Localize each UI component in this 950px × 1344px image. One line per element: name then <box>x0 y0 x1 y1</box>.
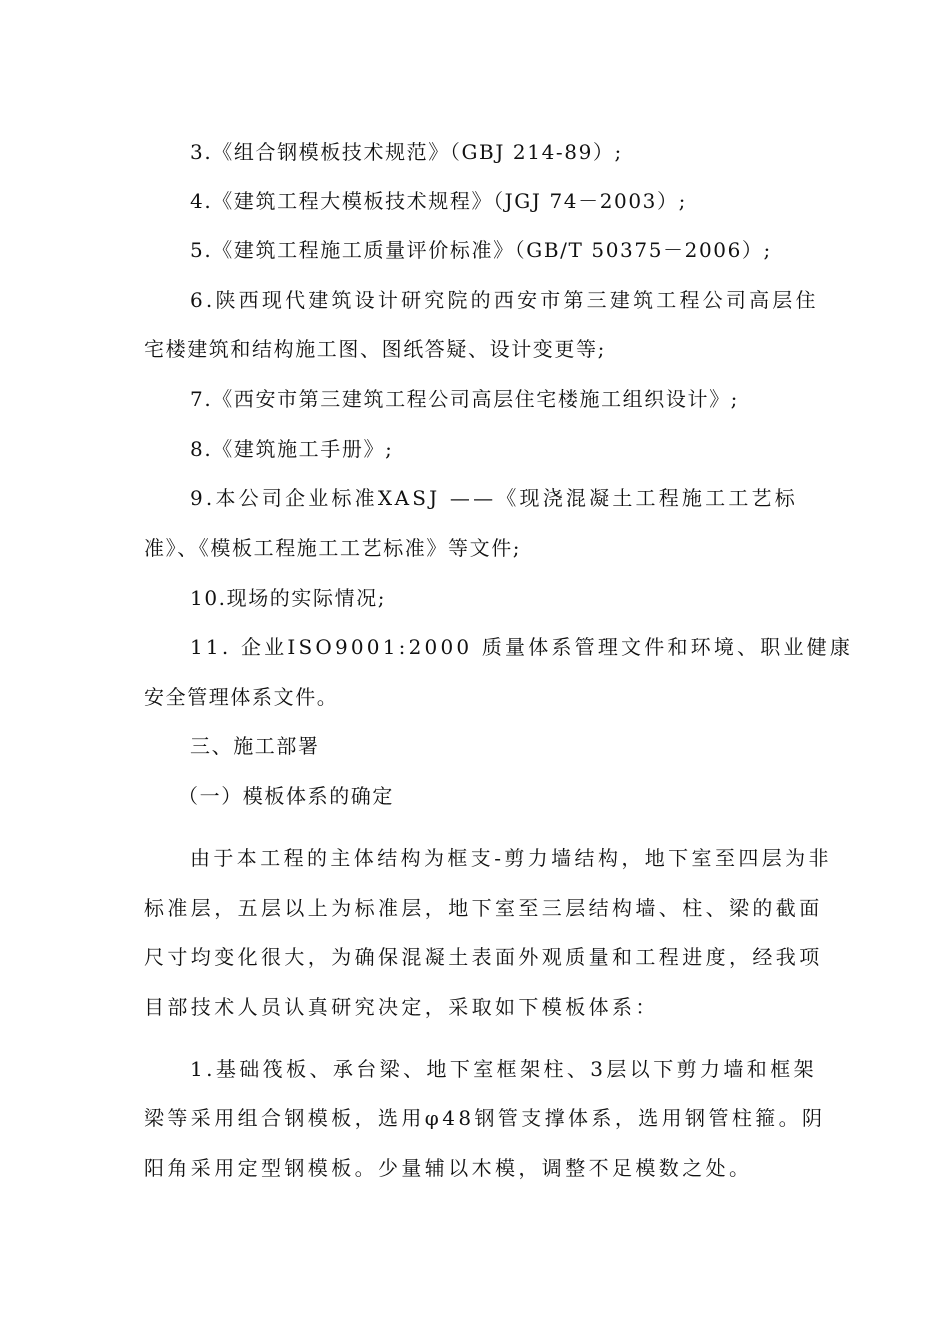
list-item-1-line-2: 梁等采用组合钢模板，选用φ48钢管支撑体系，选用钢管柱箍。阴 <box>144 1106 826 1130</box>
paragraph-line-1: 由于本工程的主体结构为框支-剪力墙结构，地下室至四层为非 <box>190 846 832 870</box>
paragraph-line-4: 目部技术人员认真研究决定，采取如下模板体系： <box>144 995 659 1019</box>
reference-item-7: 7.《西安市第三建筑工程公司高层住宅楼施工组织设计》; <box>190 387 740 411</box>
subsection-heading: （一）模板体系的确定 <box>178 784 394 808</box>
reference-item-8: 8.《建筑施工手册》; <box>190 437 394 461</box>
reference-item-10: 10.现场的实际情况; <box>190 586 387 610</box>
reference-item-5: 5.《建筑工程施工质量评价标准》（GB/T 50375－2006）; <box>190 238 772 262</box>
reference-item-11-line-2: 安全管理体系文件。 <box>144 685 339 709</box>
section-heading: 三、施工部署 <box>190 734 320 758</box>
reference-item-6-line-2: 宅楼建筑和结构施工图、图纸答疑、设计变更等; <box>144 337 606 361</box>
reference-item-9-line-2: 准》、《模板工程施工工艺标准》等文件; <box>144 536 522 560</box>
paragraph-line-3: 尺寸均变化很大，为确保混凝土表面外观质量和工程进度，经我项 <box>144 945 823 969</box>
reference-item-6-line-1: 6.陕西现代建筑设计研究院的西安市第三建筑工程公司高层住 <box>190 288 819 312</box>
reference-item-4: 4.《建筑工程大模板技术规程》（JGJ 74－2003）; <box>190 189 687 213</box>
paragraph-line-2: 标准层，五层以上为标准层，地下室至三层结构墙、柱、梁的截面 <box>144 896 823 920</box>
list-item-1-line-3: 阳角采用定型钢模板。少量辅以木模，调整不足模数之处。 <box>144 1156 753 1180</box>
list-item-1-line-1: 1.基础筏板、承台梁、地下室框架柱、3层以下剪力墙和框架 <box>190 1057 818 1081</box>
reference-item-11-line-1: 11. 企业ISO9001:2000 质量体系管理文件和环境、职业健康 <box>190 635 854 659</box>
reference-item-9-line-1: 9.本公司企业标准XASJ ——《现浇混凝土工程施工工艺标 <box>190 486 798 510</box>
reference-item-3: 3.《组合钢模板技术规范》（GBJ 214-89）; <box>190 140 623 164</box>
